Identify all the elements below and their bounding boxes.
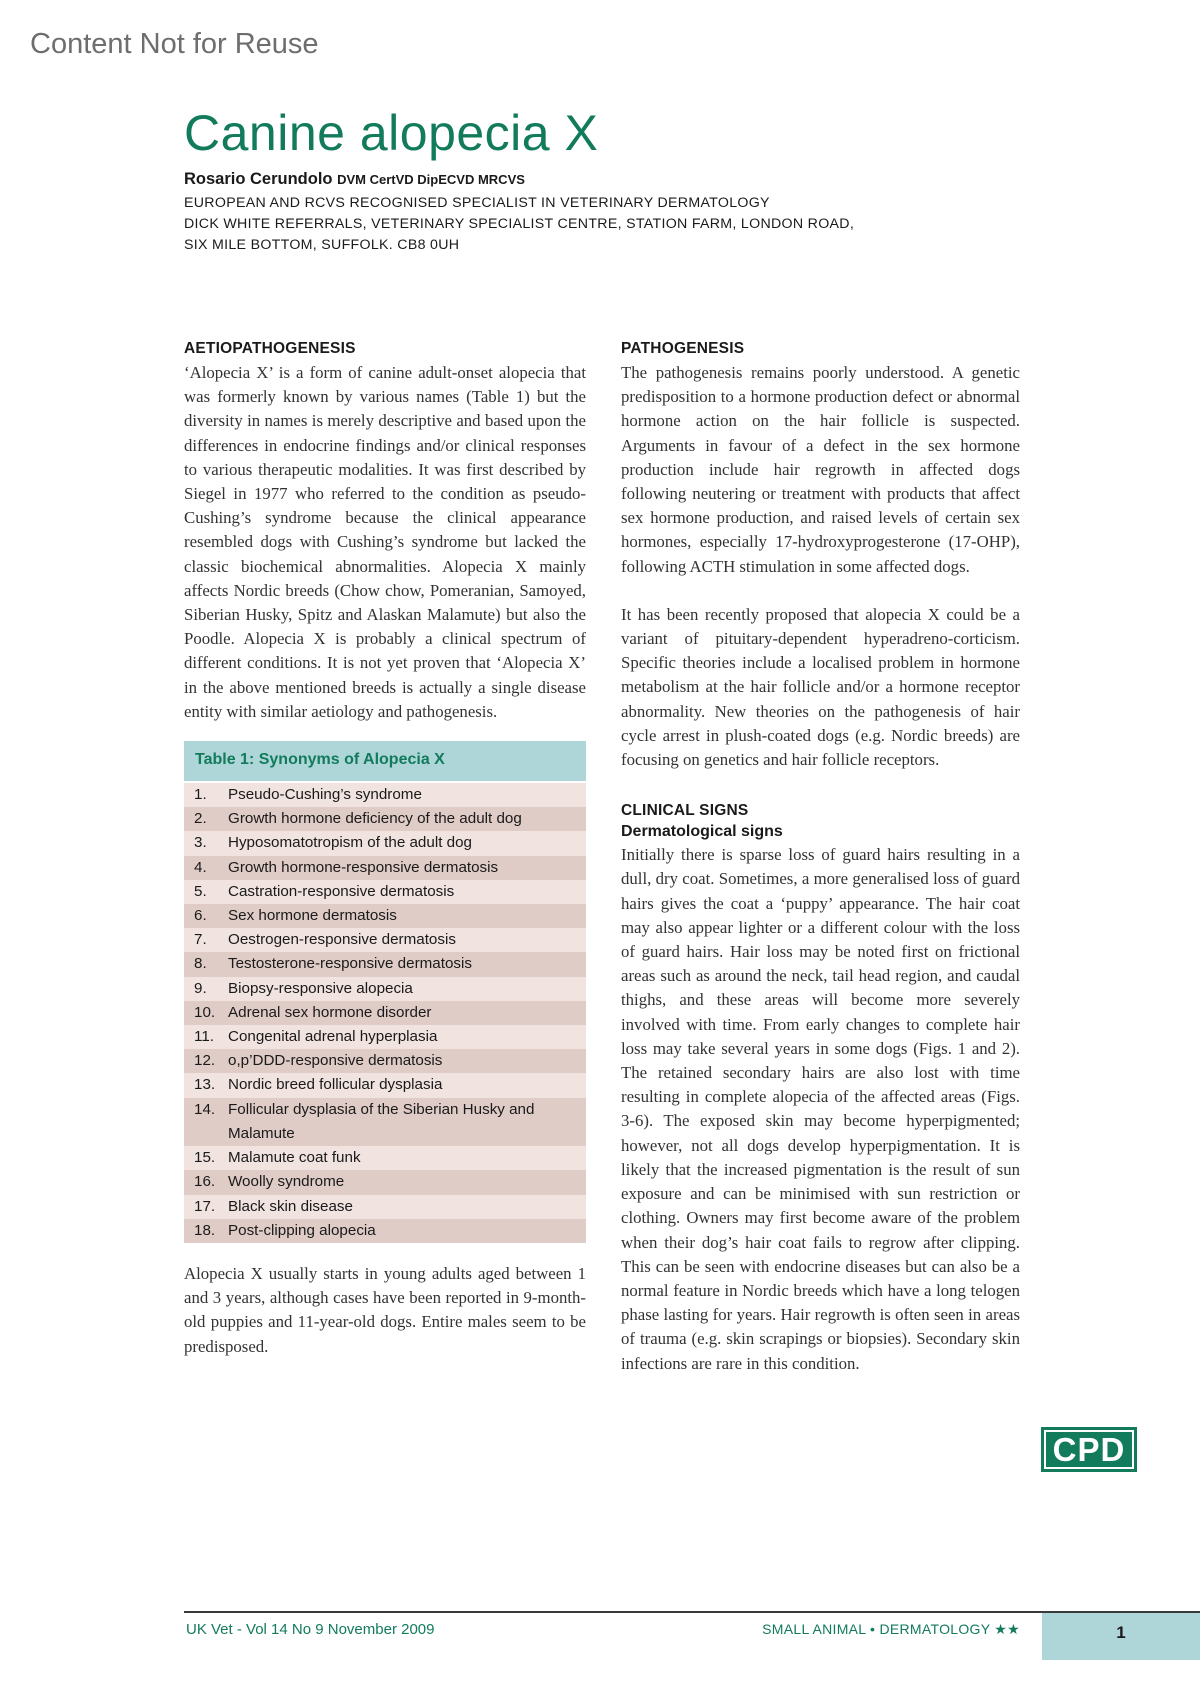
table-row-text: Adrenal sex hormone disorder [228, 1003, 432, 1021]
aetiopathogenesis-heading: AETIOPATHOGENESIS [184, 340, 356, 357]
onset-paragraph: Alopecia X usually starts in young adults aged between 1 and 3 years, although cases have been reported in 9-month-old puppies and 11-year-old dogs. Entire males seem to be predisposed. [184, 1263, 586, 1356]
table-row-number: 18. [194, 1221, 216, 1239]
table-row-number: 1. [194, 786, 207, 804]
table-row-number: 13. [194, 1076, 216, 1094]
watermark-text: Content Not for Reuse [30, 28, 319, 60]
synonyms-table-body [184, 783, 586, 1243]
table-row [184, 1195, 586, 1219]
table-row-text: Woolly syndrome [228, 1173, 345, 1191]
page-number: 1 [1042, 1613, 1200, 1660]
table-row-text: Nordic breed follicular dysplasia [228, 1076, 443, 1094]
table-row [184, 1049, 586, 1073]
section-gap [621, 772, 1020, 802]
table-row-number: 7. [194, 931, 207, 949]
author-block [184, 170, 944, 256]
table-row [184, 1025, 586, 1049]
author-line [184, 170, 944, 189]
table-row-number: 9. [194, 979, 207, 997]
table-row [184, 1219, 586, 1243]
left-column [184, 340, 586, 1359]
table-row-text: Black skin disease [228, 1197, 353, 1215]
table-row-text: Post-clipping alopecia [228, 1221, 376, 1239]
table-row [184, 977, 586, 1001]
author-credentials: DVM CertVD DipECVD MRCVS [337, 172, 525, 187]
table-row [184, 1001, 586, 1025]
table-row-text: o,p’DDD-responsive dermatosis [228, 1052, 443, 1070]
dermatological-signs-subheading: Dermatological signs [621, 823, 783, 841]
footer-section-label: SMALL ANIMAL • DERMATOLOGY ★★ [762, 1621, 1020, 1637]
table-row-number: 10. [194, 1003, 216, 1021]
right-column [621, 340, 1020, 1376]
dermatological-signs-paragraph: Initially there is sparse loss of guard hairs resulting in a dull, dry coat. Sometimes, a more generalised loss of guard hairs gives the coat a ‘puppy’ appearance. The hair coat may also appear lighter or a different colour with the loss of guard hairs. Hair loss may be noted first on frictional areas such as around the neck, tail head region, and caudal thighs, and these areas will become more severely involved with time. From early changes to complete hair loss may take several years in some dogs (Figs. 1 and 2). The retained secondary hairs are also lost with time resulting in complete alopecia of the affected areas (Figs. 3-6). The exposed skin may become hyperpigmented; however, not all dogs develop hyperpigmentation. It is likely that the increased pigmentation is the result of sun exposure and can be minimised with sun restriction or clothing. Owners may first become aware of the problem when their dog’s hair coat fails to regrow after clipping. This can be seen with endocrine diseases but can also be a normal feature in Nordic breeds which have a long telogen phase lasting for years. Hair regrowth is often seen in areas of trauma (e.g. skin scrapings or biopsies). Secondary skin infections are rare in this condition. [621, 845, 1020, 1373]
table-row [184, 1170, 586, 1194]
table-row [184, 1073, 586, 1097]
table-row-text: Malamute coat funk [228, 1149, 361, 1167]
table-row-number: 2. [194, 810, 207, 828]
table-row [184, 1146, 586, 1170]
table-row-text: Sex hormone dermatosis [228, 907, 397, 925]
pathogenesis-heading: PATHOGENESIS [621, 340, 745, 357]
table-row [184, 904, 586, 928]
table-row-text: Congenital adrenal hyperplasia [228, 1028, 438, 1046]
table-row-number: 16. [194, 1173, 216, 1191]
table-row [184, 880, 586, 904]
table-row-number: 14. [194, 1100, 216, 1118]
table-row-text: Pseudo-Cushing’s syndrome [228, 786, 422, 804]
affiliation-line: SIX MILE BOTTOM, SUFFOLK. CB8 0UH [184, 237, 460, 253]
table-row [184, 952, 586, 976]
table-row-text: Oestrogen-responsive dermatosis [228, 931, 456, 949]
aetiopathogenesis-paragraph: ‘Alopecia X’ is a form of canine adult-onset alopecia that was formerly known by various names (Table 1) but the diversity in names is merely descriptive and based upon the differences in endocrine findings and/or clinical responses to various therapeutic modalities. It was first described by Siegel in 1977 who referred to the condition as pseudo-Cushing’s syndrome because the clinical appearance resembled dogs with Cushing’s syndrome but lacked the classic biochemical abnormalities. Alopecia X mainly affects Nordic breeds (Chow chow, Pomeranian, Samoyed, Siberian Husky, Spitz and Alaskan Malamute) but also the Poodle. Alopecia X is probably a clinical spectrum of different conditions. It is not yet proven that ‘Alopecia X’ in the above mentioned breeds is actually a single disease entity with similar aetiology and pathogenesis. [184, 363, 586, 721]
article-title: Canine alopecia X [184, 105, 599, 161]
table-row-number: 11. [194, 1028, 214, 1046]
table-row-text: Growth hormone-responsive dermatosis [228, 858, 499, 876]
author-name: Rosario Cerundolo [184, 170, 333, 188]
table-row [184, 1098, 586, 1146]
table-row-text: Follicular dysplasia of the Siberian Husky and Malamute [228, 1100, 535, 1142]
table-row-number: 3. [194, 834, 207, 852]
table-row [184, 928, 586, 952]
pathogenesis-paragraph-2: It has been recently proposed that alopecia X could be a variant of pituitary-dependent hyperadreno-corticism. Specific theories include a localised problem in hormone metabolism at the hair follicle and/or a hormone receptor abnormality. New theories on the pathogenesis of hair cycle arrest in plush-coated dogs (e.g. Nordic breeds) are focusing on genetics and hair follicle receptors. [621, 604, 1020, 770]
table-row-number: 8. [194, 955, 207, 973]
affiliation-line: DICK WHITE REFERRALS, VETERINARY SPECIALIST CENTRE, STATION FARM, LONDON ROAD, [184, 216, 855, 232]
table-row-number: 12. [194, 1052, 216, 1070]
synonyms-table [184, 741, 586, 1243]
table-row-text: Growth hormone deficiency of the adult dog [228, 810, 522, 828]
table-row-number: 4. [194, 858, 207, 876]
table-row [184, 856, 586, 880]
footer-journal-citation: UK Vet - Vol 14 No 9 November 2009 [186, 1621, 435, 1638]
table-row [184, 807, 586, 831]
cpd-badge: CPD [1041, 1427, 1137, 1472]
table-row-text: Castration-responsive dermatosis [228, 882, 455, 900]
table-row [184, 831, 586, 855]
affiliation-line: EUROPEAN AND RCVS RECOGNISED SPECIALIST IN VETERINARY DERMATOLOGY [184, 195, 770, 211]
table-row-number: 15. [194, 1149, 216, 1167]
table-row-number: 17. [194, 1197, 216, 1215]
table-row [184, 783, 586, 807]
table-row-text: Testosterone-responsive dermatosis [228, 955, 472, 973]
clinical-signs-heading: CLINICAL SIGNS [621, 802, 749, 820]
paragraph-gap [621, 579, 1020, 603]
table-row-number: 6. [194, 907, 207, 925]
table-row-text: Biopsy-responsive alopecia [228, 979, 413, 997]
table-row-number: 5. [194, 882, 207, 900]
synonyms-table-title: Table 1: Synonyms of Alopecia X [184, 741, 586, 781]
table-row-text: Hyposomatotropism of the adult dog [228, 834, 472, 852]
pathogenesis-paragraph-1: The pathogenesis remains poorly understood. A genetic predisposition to a hormone production defect or abnormal hormone action on the hair follicle is suspected. Arguments in favour of a defect in the sex hormone production include hair regrowth in affected dogs following neutering or treatment with products that affect sex hormone production, and raised levels of certain sex hormones, especially 17-hydroxyprogesterone (17-OHP), following ACTH stimulation in some affected dogs. [621, 363, 1020, 576]
